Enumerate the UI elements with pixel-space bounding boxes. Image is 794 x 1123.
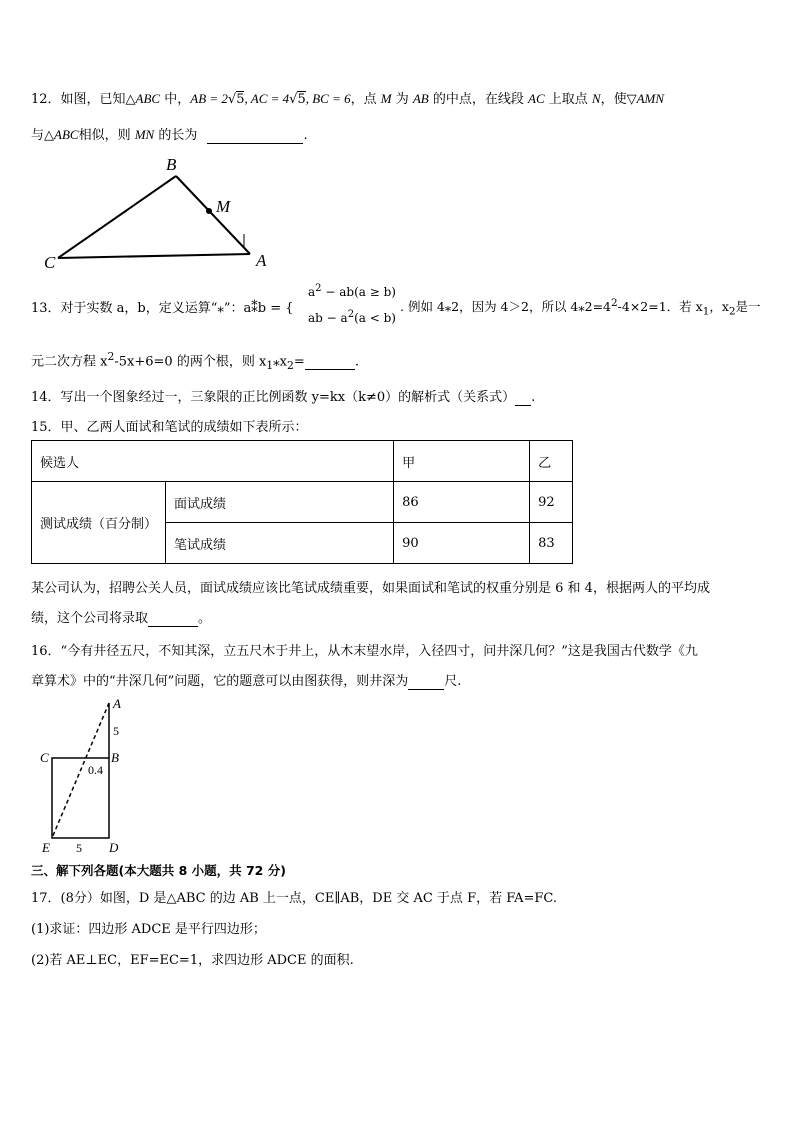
q12-answer-blank[interactable]: [207, 128, 303, 144]
score-table: [31, 440, 573, 564]
side-ca: [58, 254, 250, 258]
label-five-b: 5: [76, 841, 82, 855]
cell-jia: 90: [394, 523, 530, 564]
q15-intro: 15．甲、乙两人面试和笔试的成绩如下表所示：: [31, 420, 308, 435]
cell-yi: 83: [530, 523, 573, 564]
q17-part1: (1)求证：四边形 ADCE 是平行四边形；: [31, 922, 266, 937]
q16-line2: 章算术》中的“井深几何”问题，它的题意可以由图获得，则井深为 尺.: [31, 674, 462, 689]
section-3-heading: 三、解下列各题(本大题共 8 小题，共 72 分): [31, 863, 286, 878]
table-header-row: [32, 441, 573, 482]
label-04: 0.4: [88, 763, 103, 777]
q16-line1: 16．“今有井径五尺，不知其深，立五尺木于井上，从木末望水岸，入径四寸，问井深几何？”这是我国古代数学《九: [31, 644, 698, 659]
label-m: M: [216, 197, 231, 216]
row-label: 面试成绩: [166, 482, 394, 523]
header-candidate: 候选人: [32, 441, 394, 482]
q17-part2: (2)若 AE⊥EC，EF=EC=1，求四边形 ADCE 的面积.: [31, 953, 354, 968]
table-row: [32, 482, 573, 523]
cell-yi: 92: [530, 482, 573, 523]
q13-case1: $a^2 - ab(a \ge b)$: [308, 283, 396, 299]
q13-case2: ab − $a^2(a < b)$: [308, 309, 396, 325]
q13-line1: 13．对于实数 a，b，定义运算“⁎”：a⁑b = {: [31, 301, 294, 316]
side-ba: [176, 176, 250, 254]
q12-line2: 与△ABC相似，则 MN 的长为 .: [31, 127, 308, 143]
label-e: E: [42, 840, 50, 855]
q14-line: 14．写出一个图象经过一，三象限的正比例函数 y=kx（k≠0）的解析式（关系式） .: [31, 390, 536, 405]
q16-answer-blank[interactable]: [408, 674, 444, 690]
sqrt-symbol: √: [227, 92, 237, 107]
label-d: D: [109, 840, 119, 855]
header-jia: 甲: [394, 441, 530, 482]
label-five-a: 5: [113, 724, 119, 738]
header-yi: 乙: [530, 441, 573, 482]
q15-answer-blank[interactable]: [148, 611, 198, 627]
label-a: A: [113, 696, 121, 711]
side-cb: [58, 176, 176, 258]
row-label: 笔试成绩: [166, 523, 394, 564]
q13-line1-cont: . 例如 4⁎2，因为 4＞2，所以 $4⁎2=4^2-4\times 2=1$．若 $x_1$，$x_2$是一: [400, 297, 761, 318]
group-label: 测试成绩（百分制）: [32, 482, 166, 564]
q16-well-figure: [36, 695, 146, 855]
label-c: C: [44, 253, 56, 272]
point-m: [206, 208, 212, 214]
label-a: A: [256, 251, 267, 270]
q14-answer-blank[interactable]: [515, 390, 531, 406]
q17-line1: 17．(8分）如图，D 是△ABC 的边 AB 上一点，CE∥AB，DE 交 AC 于点 F，若 FA=FC.: [31, 891, 558, 906]
q13-answer-blank[interactable]: [305, 354, 355, 370]
cell-jia: 86: [394, 482, 530, 523]
q12-triangle-figure: [36, 150, 276, 272]
label-b: B: [166, 155, 177, 174]
q15-after-line1: 某公司认为，招聘公关人员，面试成绩应该比笔试成绩重要，如果面试和笔试的权重分别是 6 和 4，根据两人的平均成: [31, 581, 710, 596]
label-c: C: [40, 750, 49, 765]
q13-line2: 元二次方程 $x^2-5x+6=0$ 的两个根，则 $x_1⁎x_2=$ .: [31, 350, 359, 372]
q15-after-line2: 绩，这个公司将录取 。: [31, 611, 212, 626]
q12-line1: 12．如图，已知△ABC 中，AB = 2√5, AC = 4√5, BC = 6，点 M 为 AB 的中点，在线段 AC 上取点 N，使▽AMN: [31, 91, 665, 107]
label-b: B: [111, 750, 119, 765]
